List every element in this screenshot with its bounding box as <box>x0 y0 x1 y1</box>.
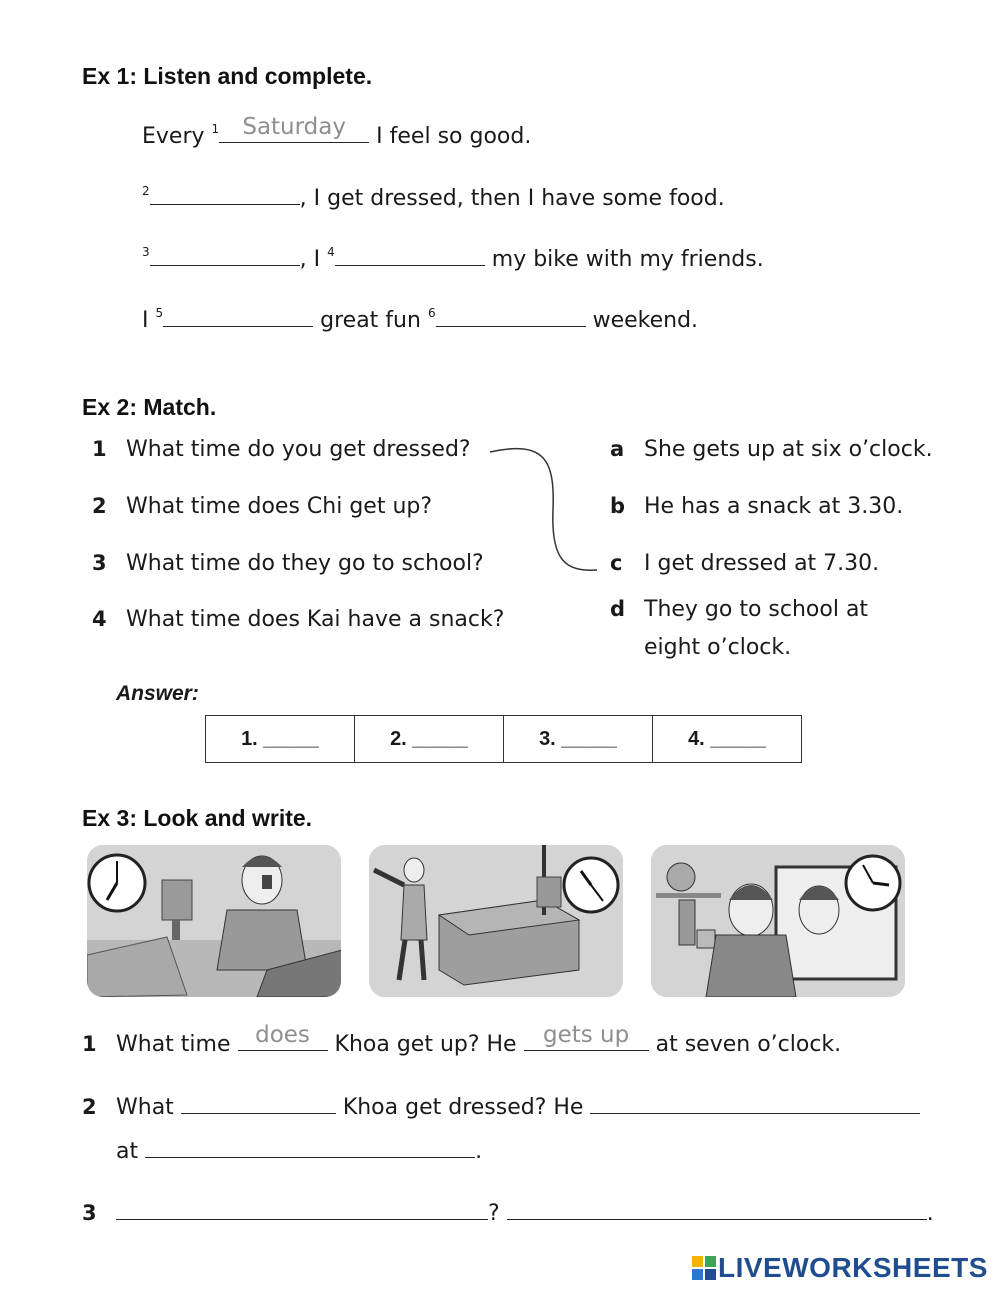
line-text: What time <box>116 1032 231 1057</box>
superscript: 2 <box>142 184 150 198</box>
boy-yawning-illustration <box>87 845 341 997</box>
question-number: 3 <box>82 1201 97 1225</box>
blank-input[interactable] <box>590 1091 920 1114</box>
answer-letter: d <box>610 597 626 621</box>
answer-letter: a <box>610 437 625 461</box>
filled-answer: gets up <box>542 1022 630 1048</box>
line-text: great fun <box>320 308 421 333</box>
question-4 <box>92 607 504 632</box>
liveworksheets-logo <box>692 1252 988 1284</box>
answer-table <box>205 715 802 763</box>
boy-dressing-illustration <box>369 845 623 997</box>
ex1-line-2 <box>142 182 725 211</box>
answer-cell-2[interactable]: 2. _____ <box>355 716 504 763</box>
answer-d <box>610 597 868 622</box>
line-text: I <box>142 308 149 333</box>
line-text: at <box>116 1139 139 1164</box>
superscript: 6 <box>427 306 436 320</box>
picture-boy-brushing-teeth <box>651 845 905 997</box>
picture-boy-dressing <box>369 845 623 997</box>
ex1-line-1 <box>142 114 532 149</box>
line-text: at seven o’clock. <box>655 1032 842 1057</box>
question-number: 2 <box>82 1095 97 1119</box>
blank-input[interactable] <box>163 304 313 327</box>
question-text: What time do they go to school? <box>126 551 484 576</box>
superscript: 1 <box>211 122 220 136</box>
line-text: Khoa get up? He <box>334 1032 517 1057</box>
line-text: , I <box>299 247 321 272</box>
blank-input[interactable] <box>219 114 369 143</box>
line-text: Every <box>142 124 205 149</box>
boy-brushing-illustration <box>651 845 905 997</box>
ex3-question-2-line-2 <box>116 1135 482 1164</box>
question-2 <box>92 494 432 519</box>
question-number: 4 <box>92 607 107 631</box>
line-text: , I get dressed, then I have some food. <box>299 186 725 211</box>
blank-input[interactable] <box>116 1197 488 1220</box>
blank-input[interactable] <box>524 1022 649 1051</box>
question-text: What time does Chi get up? <box>126 494 433 519</box>
blank-input[interactable] <box>238 1022 328 1051</box>
blank-input[interactable] <box>436 304 586 327</box>
line-text: . <box>475 1139 483 1164</box>
answer-cell-1[interactable]: 1. _____ <box>206 716 355 763</box>
answer-cell-4[interactable]: 4. _____ <box>653 716 802 763</box>
blank-input[interactable] <box>145 1135 475 1158</box>
blank-input[interactable] <box>150 182 300 205</box>
line-text: Khoa get dressed? He <box>342 1095 584 1120</box>
filled-answer: Saturday <box>242 114 346 140</box>
answer-cell-3[interactable]: 3. _____ <box>504 716 653 763</box>
ex1-heading: Ex 1: Listen and complete. <box>82 63 373 89</box>
superscript: 5 <box>155 306 164 320</box>
answer-label: Answer: <box>116 682 199 705</box>
answer-letter: c <box>610 551 623 575</box>
ex3-question-1 <box>82 1022 842 1057</box>
line-text: What <box>116 1095 174 1120</box>
blank-input[interactable] <box>507 1197 927 1220</box>
ex3-heading: Ex 3: Look and write. <box>82 805 313 831</box>
line-text: I feel so good. <box>376 124 532 149</box>
question-number: 1 <box>92 437 107 461</box>
question-text: What time do you get dressed? <box>126 437 471 462</box>
blank-input[interactable] <box>150 243 300 266</box>
question-text: What time does Kai have a snack? <box>126 607 505 632</box>
blank-input[interactable] <box>181 1091 336 1114</box>
line-text: . <box>926 1201 934 1226</box>
ex1-line-3 <box>142 243 764 272</box>
answer-c <box>610 551 879 576</box>
line-text: weekend. <box>592 308 699 333</box>
answer-b <box>610 494 903 519</box>
question-1 <box>92 437 471 462</box>
answer-a <box>610 437 933 462</box>
line-text: ? <box>488 1201 500 1226</box>
blank-input[interactable] <box>335 243 485 266</box>
question-number: 1 <box>82 1032 97 1056</box>
superscript: 3 <box>142 245 150 259</box>
filled-answer: does <box>255 1022 310 1048</box>
answer-text: I get dressed at 7.30. <box>644 551 880 576</box>
answer-text: He has a snack at 3.30. <box>644 494 904 519</box>
superscript: 4 <box>327 245 335 259</box>
ex1-line-4 <box>142 304 698 333</box>
logo-icon <box>692 1256 716 1280</box>
answer-d-line-2: eight o’clock. <box>644 635 792 660</box>
ex3-question-2 <box>82 1091 920 1120</box>
ex2-heading: Ex 2: Match. <box>82 394 217 420</box>
question-3 <box>92 551 484 576</box>
question-number: 3 <box>92 551 107 575</box>
line-text: my bike with my friends. <box>491 247 764 272</box>
picture-boy-yawning <box>87 845 341 997</box>
answer-text: They go to school at <box>644 597 869 622</box>
ex3-question-3 <box>82 1197 934 1226</box>
answer-letter: b <box>610 494 626 518</box>
logo-text: LIVEWORKSHEETS <box>718 1252 988 1283</box>
answer-text: She gets up at six o’clock. <box>644 437 933 462</box>
question-number: 2 <box>92 494 107 518</box>
match-connector-line <box>485 440 605 580</box>
